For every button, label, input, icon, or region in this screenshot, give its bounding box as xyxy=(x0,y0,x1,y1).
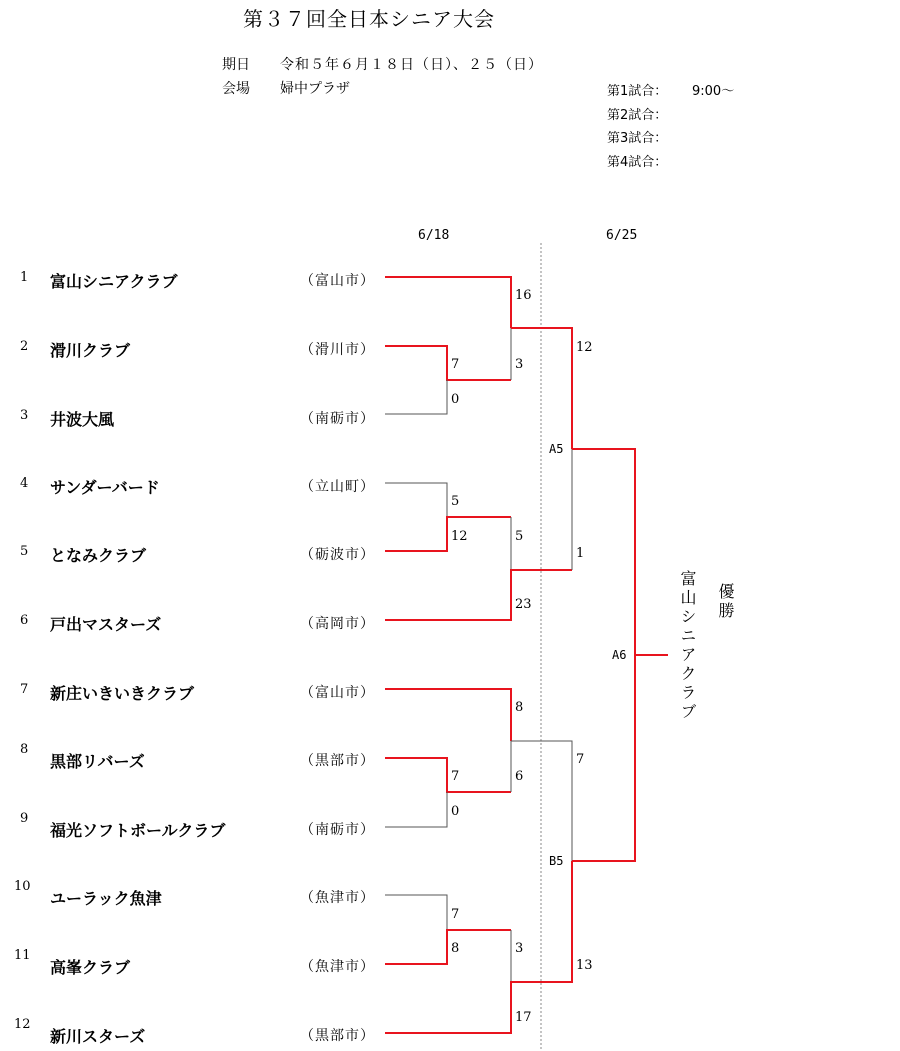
slot-2-label: 第2試合： xyxy=(607,108,668,123)
slot-1-label: 第1試合： xyxy=(607,84,668,99)
date-value: 令和５年６月１８日（日）、２５（日） xyxy=(280,57,543,73)
winner-line xyxy=(385,861,572,1033)
team-city: （黒部市） xyxy=(300,1028,375,1044)
team-number: 4 xyxy=(20,476,29,491)
score: 7 xyxy=(576,752,585,767)
match-code: B5 xyxy=(549,854,564,868)
page-title: 第３７回全日本シニア大会 xyxy=(243,7,495,31)
team-name: 福光ソフトボールクラブ xyxy=(50,821,226,840)
score: 8 xyxy=(451,941,460,956)
score: 3 xyxy=(515,357,524,372)
score: 3 xyxy=(515,941,524,956)
slot-1-time: 9:00～ xyxy=(692,84,735,99)
team-city: （富山市） xyxy=(300,273,375,289)
team-name: となみクラブ xyxy=(50,546,147,565)
team-city: （滑川市） xyxy=(300,342,375,358)
team-number: 7 xyxy=(20,682,29,697)
score: 8 xyxy=(515,700,524,715)
team-name: 滑川クラブ xyxy=(50,341,131,360)
team-number: 12 xyxy=(14,1017,31,1032)
loser-line xyxy=(385,380,447,414)
team-number: 1 xyxy=(20,270,29,285)
team-city: （魚津市） xyxy=(300,959,375,975)
score: 12 xyxy=(451,529,468,544)
team-name: 戸出マスターズ xyxy=(50,615,162,634)
winner-line xyxy=(385,930,511,964)
team-name: 新庄いきいきクラブ xyxy=(50,684,195,703)
team-city: （南砺市） xyxy=(300,411,375,427)
team-number: 10 xyxy=(14,879,31,894)
champion-name: 富山シニアクラブ xyxy=(678,570,697,722)
winner-line xyxy=(385,346,511,380)
team-name: 新川スターズ xyxy=(50,1027,146,1046)
team-city: （黒部市） xyxy=(300,753,375,769)
slot-4-label: 第4試合： xyxy=(607,155,668,170)
team-number: 6 xyxy=(20,613,29,628)
score: 0 xyxy=(451,804,460,819)
team-name: 井波大風 xyxy=(50,410,115,429)
score: 7 xyxy=(451,769,460,784)
score: 17 xyxy=(515,1010,532,1025)
victory-label: 優勝 xyxy=(716,583,735,621)
team-name: 黒部リバーズ xyxy=(50,752,145,771)
team-name: サンダーバード xyxy=(50,478,160,497)
team-city: （高岡市） xyxy=(300,616,375,632)
score: 12 xyxy=(576,340,593,355)
round2-date: 6/25 xyxy=(606,228,638,243)
score: 5 xyxy=(515,529,524,544)
date-label: 期日 xyxy=(222,57,250,73)
score: 7 xyxy=(451,907,460,922)
team-city: （魚津市） xyxy=(300,890,375,906)
team-number: 9 xyxy=(20,811,29,826)
venue-label: 会場 xyxy=(222,81,250,97)
team-name: 富山シニアクラブ xyxy=(50,272,178,291)
score: 23 xyxy=(515,597,532,612)
score: 1 xyxy=(576,546,585,561)
match-code: A6 xyxy=(612,648,627,662)
winner-line xyxy=(385,570,572,620)
loser-line xyxy=(385,792,447,827)
team-city: （富山市） xyxy=(300,685,375,701)
winner-line xyxy=(385,277,511,328)
score: 16 xyxy=(515,288,532,303)
score: 7 xyxy=(451,357,460,372)
team-city: （砺波市） xyxy=(300,547,375,563)
team-number: 3 xyxy=(20,408,29,423)
winner-line xyxy=(385,517,511,551)
team-name: ユーラック魚津 xyxy=(50,889,162,908)
score: 0 xyxy=(451,392,460,407)
score: 6 xyxy=(515,769,524,784)
team-number: 11 xyxy=(14,948,31,963)
score: 5 xyxy=(451,494,460,509)
slot-3-label: 第3試合： xyxy=(607,131,668,146)
venue-value: 婦中プラザ xyxy=(280,81,350,97)
loser-line xyxy=(385,895,447,930)
team-name: 高峯クラブ xyxy=(50,958,131,977)
team-city: （南砺市） xyxy=(300,822,375,838)
score: 13 xyxy=(576,958,593,973)
team-number: 8 xyxy=(20,742,29,757)
winner-line xyxy=(385,758,511,792)
team-number: 5 xyxy=(20,544,29,559)
team-city: （立山町） xyxy=(300,479,375,495)
loser-line xyxy=(385,483,447,517)
winner-line xyxy=(385,689,511,741)
round1-date: 6/18 xyxy=(418,228,450,243)
team-number: 2 xyxy=(20,339,29,354)
match-code: A5 xyxy=(549,442,564,456)
